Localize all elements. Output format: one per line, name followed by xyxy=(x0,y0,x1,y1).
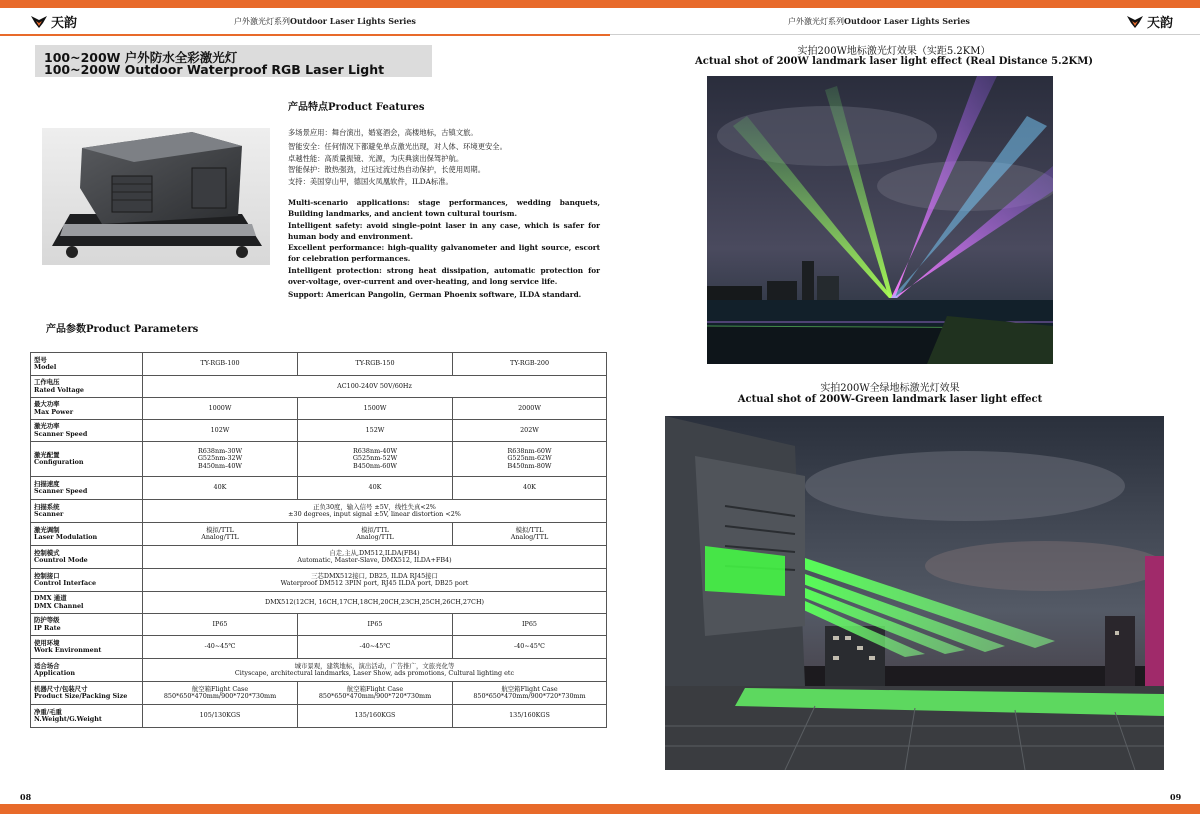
param-value: 152W xyxy=(298,420,453,442)
series-label-right: 户外激光灯系列Outdoor Laser Lights Series xyxy=(788,16,970,26)
param-label-en: Scanner Speed xyxy=(34,429,88,438)
param-label-cn: 扫描速度 xyxy=(34,479,60,488)
param-label-cn: 激光功率 xyxy=(34,422,60,431)
brand-logo-text: 天韵 xyxy=(1147,16,1174,31)
top-accent-bar xyxy=(0,0,1200,8)
feature-cn-2: 智能安全：任何情况下都避免单点激光出现，对人体、环境更安全。 xyxy=(288,142,507,151)
param-label-cn: 适合场合 xyxy=(34,661,60,670)
header-rule-left xyxy=(0,34,610,36)
feature-en-2: Intelligent safety: avoid single-point laser in any case, which is safer for human body and environment. xyxy=(288,221,600,242)
param-label-en: Rated Voltage xyxy=(34,385,84,394)
param-label-en: Product Size/Packing Size xyxy=(34,692,128,700)
params-heading: 产品参数Product Parameters xyxy=(46,324,199,335)
params-table xyxy=(30,352,607,728)
param-row xyxy=(31,442,607,477)
param-value: 正负30度，输入信号 ±5V，线性失真<2% ±30 degrees, input signal ±5V, linear distortion <2% xyxy=(143,500,607,523)
param-value: 135/160KGS xyxy=(453,705,607,728)
param-value: TY-RGB-100 xyxy=(143,353,298,376)
caption-1-cn: 实拍200W地标激光灯效果（实距5.2KM） xyxy=(797,46,991,57)
feature-en-4: Intelligent protection: strong heat dissipation, automatic protection for over-voltage, over-current and over-heating, and long service life. xyxy=(288,266,600,287)
series-label-left: 户外激光灯系列Outdoor Laser Lights Series xyxy=(234,16,416,26)
param-row xyxy=(31,636,607,659)
param-label-en: Application xyxy=(34,669,76,677)
param-label xyxy=(31,500,143,523)
landmark-laser-photo xyxy=(707,76,1053,364)
param-label xyxy=(31,376,143,398)
param-value: IP65 xyxy=(298,614,453,636)
param-label xyxy=(31,614,143,636)
param-label-cn: 净重/毛重 xyxy=(34,707,62,716)
param-value: 自走,主从,DM512,ILDA(FB4) Automatic, Master-Slave, DMX512, ILDA+FB4) xyxy=(143,546,607,569)
param-label xyxy=(31,546,143,569)
features-heading: 产品特点Product Features xyxy=(288,102,425,113)
param-row xyxy=(31,569,607,592)
feature-cn-4: 智能保护：散热强劲，过压过流过热自动保护，长使用周期。 xyxy=(288,165,486,174)
param-label-en: Countrol Mode xyxy=(34,556,88,564)
param-label-en: Work Environment xyxy=(34,646,102,654)
param-label-cn: 最大功率 xyxy=(34,400,60,409)
param-label-en: DMX Channel xyxy=(34,601,84,610)
product-title-cn: 100~200W 户外防水全彩激光灯 xyxy=(44,50,238,65)
param-value: 1000W xyxy=(143,398,298,420)
param-value: DMX512(12CH, 16CH,17CH,18CH,20CH,23CH,25CH,26CH,27CH) xyxy=(143,592,607,614)
param-label-en: Scanner Speed xyxy=(34,487,88,495)
caption-2-en: Actual shot of 200W-Green landmark laser light effect xyxy=(737,394,1043,405)
param-value: R638nm-60W G525nm-62W B450nm-80W xyxy=(453,442,607,477)
param-value: TY-RGB-200 xyxy=(453,353,607,376)
param-label-cn: DMX 通道 xyxy=(34,594,67,603)
param-label-cn: 激光配置 xyxy=(34,450,60,459)
page-number-right: 09 xyxy=(1170,792,1182,802)
param-label-cn: 控制模式 xyxy=(34,548,60,557)
param-value: 1500W xyxy=(298,398,453,420)
header-rule-right xyxy=(610,34,1200,35)
param-value: 105/130KGS xyxy=(143,705,298,728)
param-value: -40~45℃ xyxy=(453,636,607,659)
caption-1-en: Actual shot of 200W landmark laser light effect (Real Distance 5.2KM) xyxy=(694,56,1094,67)
param-label-en: IP Rate xyxy=(34,623,61,632)
param-label xyxy=(31,659,143,682)
param-label xyxy=(31,636,143,659)
brand-logo-text: 天韵 xyxy=(51,16,78,31)
param-value: 模拟/TTL Analog/TTL xyxy=(143,523,298,546)
param-value: 135/160KGS xyxy=(298,705,453,728)
param-label-cn: 扫描系统 xyxy=(34,502,60,511)
feature-cn-3: 卓越性能：高质量振镜、光源，为庆典演出保驾护航。 xyxy=(288,154,464,163)
param-value: -40~45℃ xyxy=(143,636,298,659)
param-label xyxy=(31,442,143,477)
param-label xyxy=(31,682,143,705)
param-value: 城市景观，建筑地标，演出活动，广告推广，文旅亮化等 Cityscape, architectural landmarks, Laser Show, ads promotions, Cultural lighting etc xyxy=(143,659,607,682)
param-row xyxy=(31,376,607,398)
caption-2-cn: 实拍200W全绿地标激光灯效果 xyxy=(820,383,960,394)
param-label-en: Max Power xyxy=(34,407,74,416)
param-row xyxy=(31,353,607,376)
param-label xyxy=(31,523,143,546)
param-label xyxy=(31,569,143,592)
param-label xyxy=(31,398,143,420)
param-row xyxy=(31,523,607,546)
param-value: 202W xyxy=(453,420,607,442)
param-row xyxy=(31,682,607,705)
feature-en-3: Excellent performance: high-quality galvanometer and light source, escort for celebration performances. xyxy=(288,243,600,264)
param-label-en: N.Weight/G.Weight xyxy=(34,715,102,723)
param-value: 航空箱Flight Case 850*650*470mm/900*720*730mm xyxy=(298,682,453,705)
product-photo xyxy=(42,128,270,265)
param-value: AC100-240V 50V/60Hz xyxy=(143,376,607,398)
feature-cn-5: 支持：美国穿山甲，德国火凤凰软件，ILDA标准。 xyxy=(288,177,453,186)
param-label-cn: 工作电压 xyxy=(34,378,60,387)
param-label-cn: 型号 xyxy=(34,355,47,364)
param-label-en: Model xyxy=(34,363,57,371)
param-label-cn: 防护等级 xyxy=(34,616,60,625)
param-value: TY-RGB-150 xyxy=(298,353,453,376)
brand-logo-left xyxy=(30,12,77,31)
param-label-en: Laser Modulation xyxy=(34,533,98,541)
param-label xyxy=(31,592,143,614)
param-value: 三芯DMX512接口, DB25, ILDA RJ45接口 Waterproof DM512 3PIN port, RJ45 ILDA port, DB25 port xyxy=(143,569,607,592)
param-label xyxy=(31,420,143,442)
param-value: IP65 xyxy=(143,614,298,636)
param-value: 40K xyxy=(298,477,453,500)
param-value: IP65 xyxy=(453,614,607,636)
param-label-cn: 激光调制 xyxy=(34,525,60,534)
feature-en-5: Support: American Pangolin, German Phoenix software, ILDA standard. xyxy=(288,290,582,299)
param-value: 模拟/TTL Analog/TTL xyxy=(453,523,607,546)
param-value: 航空箱Flight Case 850*650*470mm/900*720*730mm xyxy=(143,682,298,705)
green-laser-photo xyxy=(665,416,1164,770)
param-label xyxy=(31,477,143,500)
param-row xyxy=(31,500,607,523)
param-value: 102W xyxy=(143,420,298,442)
product-title-en: 100~200W Outdoor Waterproof RGB Laser Light xyxy=(44,62,385,77)
param-label xyxy=(31,705,143,728)
brand-logo-right xyxy=(1126,12,1173,31)
param-value: R638nm-40W G525nm-52W B450nm-60W xyxy=(298,442,453,477)
param-value: 40K xyxy=(143,477,298,500)
brand-mark-icon xyxy=(1126,15,1144,29)
param-value: 40K xyxy=(453,477,607,500)
param-value: 航空箱Flight Case 850*650*470mm/900*720*730mm xyxy=(453,682,607,705)
param-label-cn: 机器尺寸/包装尺寸 xyxy=(34,684,88,693)
param-label-en: Configuration xyxy=(34,458,84,466)
param-row xyxy=(31,420,607,442)
param-row xyxy=(31,546,607,569)
param-row xyxy=(31,614,607,636)
param-value: R638nm-30W G525nm-32W B450nm-40W xyxy=(143,442,298,477)
param-row xyxy=(31,659,607,682)
page-number-left: 08 xyxy=(20,792,32,802)
param-label-en: Control Interface xyxy=(34,579,97,587)
feature-cn-1: 多场景应用：舞台演出，婚宴酒会，高楼地标，古镇文旅。 xyxy=(288,128,478,137)
param-label xyxy=(31,353,143,376)
brand-mark-icon xyxy=(30,15,48,29)
param-row xyxy=(31,477,607,500)
param-value: 2000W xyxy=(453,398,607,420)
param-row xyxy=(31,705,607,728)
feature-en-1: Multi-scenario applications: stage performances, wedding banquets, Building landmarks, and ancient town cultural tourism. xyxy=(288,198,600,219)
param-label-cn: 控制接口 xyxy=(34,571,60,580)
param-label-cn: 使用环境 xyxy=(34,638,60,647)
bottom-accent-bar xyxy=(0,804,1200,814)
param-row xyxy=(31,398,607,420)
param-label-en: Scanner xyxy=(34,510,64,518)
param-row xyxy=(31,592,607,614)
param-value: 模拟/TTL Analog/TTL xyxy=(298,523,453,546)
param-value: -40~45℃ xyxy=(298,636,453,659)
